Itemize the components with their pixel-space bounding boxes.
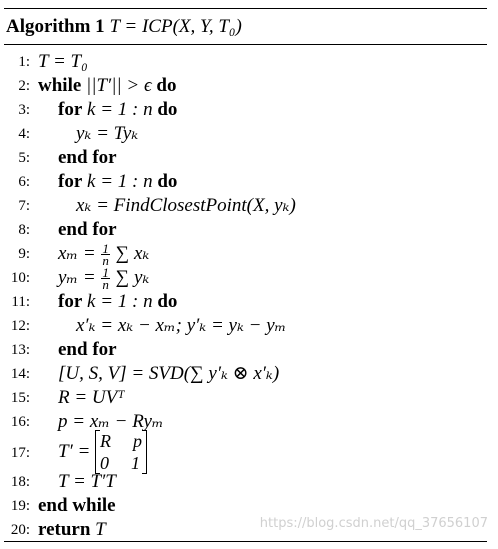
keyword: return [38,519,91,540]
keyword: for [58,171,83,192]
keyword: while [38,75,82,96]
line-number: 11: [11,294,30,310]
keyword: do [157,291,178,312]
keyword: do [156,75,177,96]
line-number: 15: [10,390,30,406]
keyword: do [157,171,178,192]
statement: yₖ = Tyₖ [76,123,139,144]
line-number: 9: [18,246,30,262]
condition: ||T′|| > ϵ [86,75,152,96]
line-number: 20: [10,522,30,538]
line-number: 14: [10,366,30,382]
line-number: 3: [18,102,30,118]
sum-term: ∑ yₖ [115,267,150,288]
statement: R = UVᵀ [58,387,125,408]
matrix: R p 0 1 [95,430,147,474]
line-number: 8: [18,222,30,238]
line-number: 17: [10,445,30,461]
line-number: 10: [10,270,30,286]
keyword: for [58,291,83,312]
watermark: https://blog.csdn.net/qq_37656107 [259,516,488,531]
title-rule [4,44,487,45]
keyword: end while [38,495,116,516]
loop-range: k = 1 : n [87,291,153,312]
keyword: do [157,99,178,120]
line-number: 18: [10,474,30,490]
sum-term: ∑ xₖ [115,243,150,264]
statement: p = xₘ − Ryₘ [58,411,164,432]
line-number: 19: [10,498,30,514]
fraction: $\frac{1}{n}$ [102,241,109,269]
statement: yₘ = [58,267,96,288]
line-number: 16: [10,414,30,430]
keyword: for [58,99,83,120]
line-number: 6: [18,174,30,190]
statement: xₖ = FindClosestPoint(X, yₖ) [76,195,296,216]
fraction: $\frac{1}{n}$ [102,265,109,293]
line-number: 1: [18,54,30,70]
line-number: 5: [18,150,30,166]
algorithm-title [6,16,242,38]
statement: T′ = [58,441,91,462]
line-number: 2: [18,78,30,94]
line-number: 7: [18,198,30,214]
loop-range: k = 1 : n [87,171,153,192]
statement: T = T′T [58,471,116,492]
line-number: 4: [18,126,30,142]
keyword: end for [58,219,117,240]
loop-range: k = 1 : n [87,99,153,120]
algorithm-label: Algorithm 1 [6,16,105,37]
line-number: 12: [10,318,30,334]
statement: x′ₖ = xₖ − xₘ; y′ₖ = yₖ − yₘ [76,315,287,336]
top-rule [4,8,487,9]
algorithm-signature: T = ICP(X, Y, T₀) [109,16,242,37]
line-number: 13: [10,342,30,358]
bottom-rule [4,541,487,542]
statement: xₘ = [58,243,96,264]
statement: [U, S, V] = SVD(∑ y′ₖ ⊗ x′ₖ) [58,363,280,384]
keyword: end for [58,339,117,360]
keyword: end for [58,147,117,168]
statement: T = T₀ [38,51,88,72]
return-value: T [95,519,106,540]
